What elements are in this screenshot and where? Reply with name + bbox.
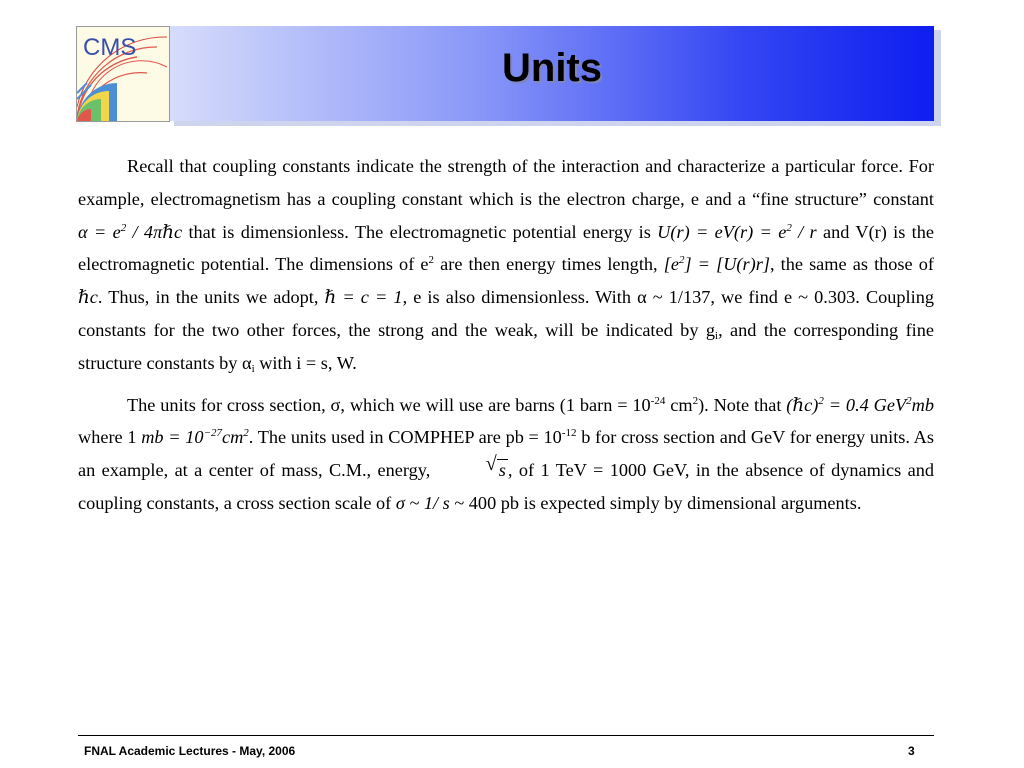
equation-cross-section-scale: σ ~ 1/ s xyxy=(395,492,450,513)
equation-natural-units: ℏ = c = 1 xyxy=(324,287,403,308)
paragraph-cross-section: The units for cross section, σ, which we will use are barns (1 barn = $10^{-24}$ $cm^2$). Note that (ℏc)$^2$ = 0.4 GeV$^2$mb where 1 mb = $10^{-27}cm^2$. The units used in COMPHEP are pb = $10^{-12}$ b for cross section and GeV for energy units. As an example, at a center of mass, C.M., energy, √ s , of 1 TeV = 1000 GeV, in the absence of dynamics and coupling constants, a cross section scale of σ ~ 1/ s ~ 400 pb is expected simply by dimensional arguments. xyxy=(78,394,934,513)
logo-text: CMS xyxy=(83,34,137,61)
slide-body xyxy=(78,150,934,520)
equation-fine-structure: $\alpha = e^2$ / 4πℏc xyxy=(78,221,183,242)
slide-title: Units xyxy=(502,46,602,90)
paragraph-coupling-constants: Recall that coupling constants indicate the strength of the interaction and characterize a particular force. For example, electromagnetism has a coupling constant which is the electron charge, e and a “fine structure” constant $\alpha = e^2$ / 4πℏc that is dimensionless. The electromagnetic potential energy is $U(r) = eV(r) = e^2 / r$ and V(r) is the electromagnetic potential. The dimensions of $e^2$ are then energy times length, $[e^2] = [U(r)r]$, the same as those of ℏc. Thus, in the units we adopt, ℏ = c = 1, e is also dimensionless. With α ~ 1/137, we find e ~ 0.303. Coupling constants for the two other forces, the strong and the weak, will be indicated by $g_i$, and the corresponding fine structure constants by $\alpha_i$ with i = s, W. xyxy=(78,156,935,375)
equation-hbar-c: ℏc xyxy=(78,287,98,308)
equation-sqrt-s: √ s xyxy=(485,453,506,481)
equation-dimensions: $[e^2] = [U(r)r]$ xyxy=(663,254,770,275)
footer-divider xyxy=(78,735,934,736)
page-number: 3 xyxy=(908,744,915,758)
cms-logo xyxy=(76,26,170,122)
footer-text: FNAL Academic Lectures - May, 2006 xyxy=(84,744,296,758)
equation-millibarn: mb = $10^{-27}cm^2$ xyxy=(141,427,249,448)
equation-hbar-c-squared: (ℏc)$^2$ = 0.4 GeV$^2$mb xyxy=(786,394,934,415)
equation-potential-energy: $U(r) = eV(r) = e^2 / r$ xyxy=(657,221,817,242)
